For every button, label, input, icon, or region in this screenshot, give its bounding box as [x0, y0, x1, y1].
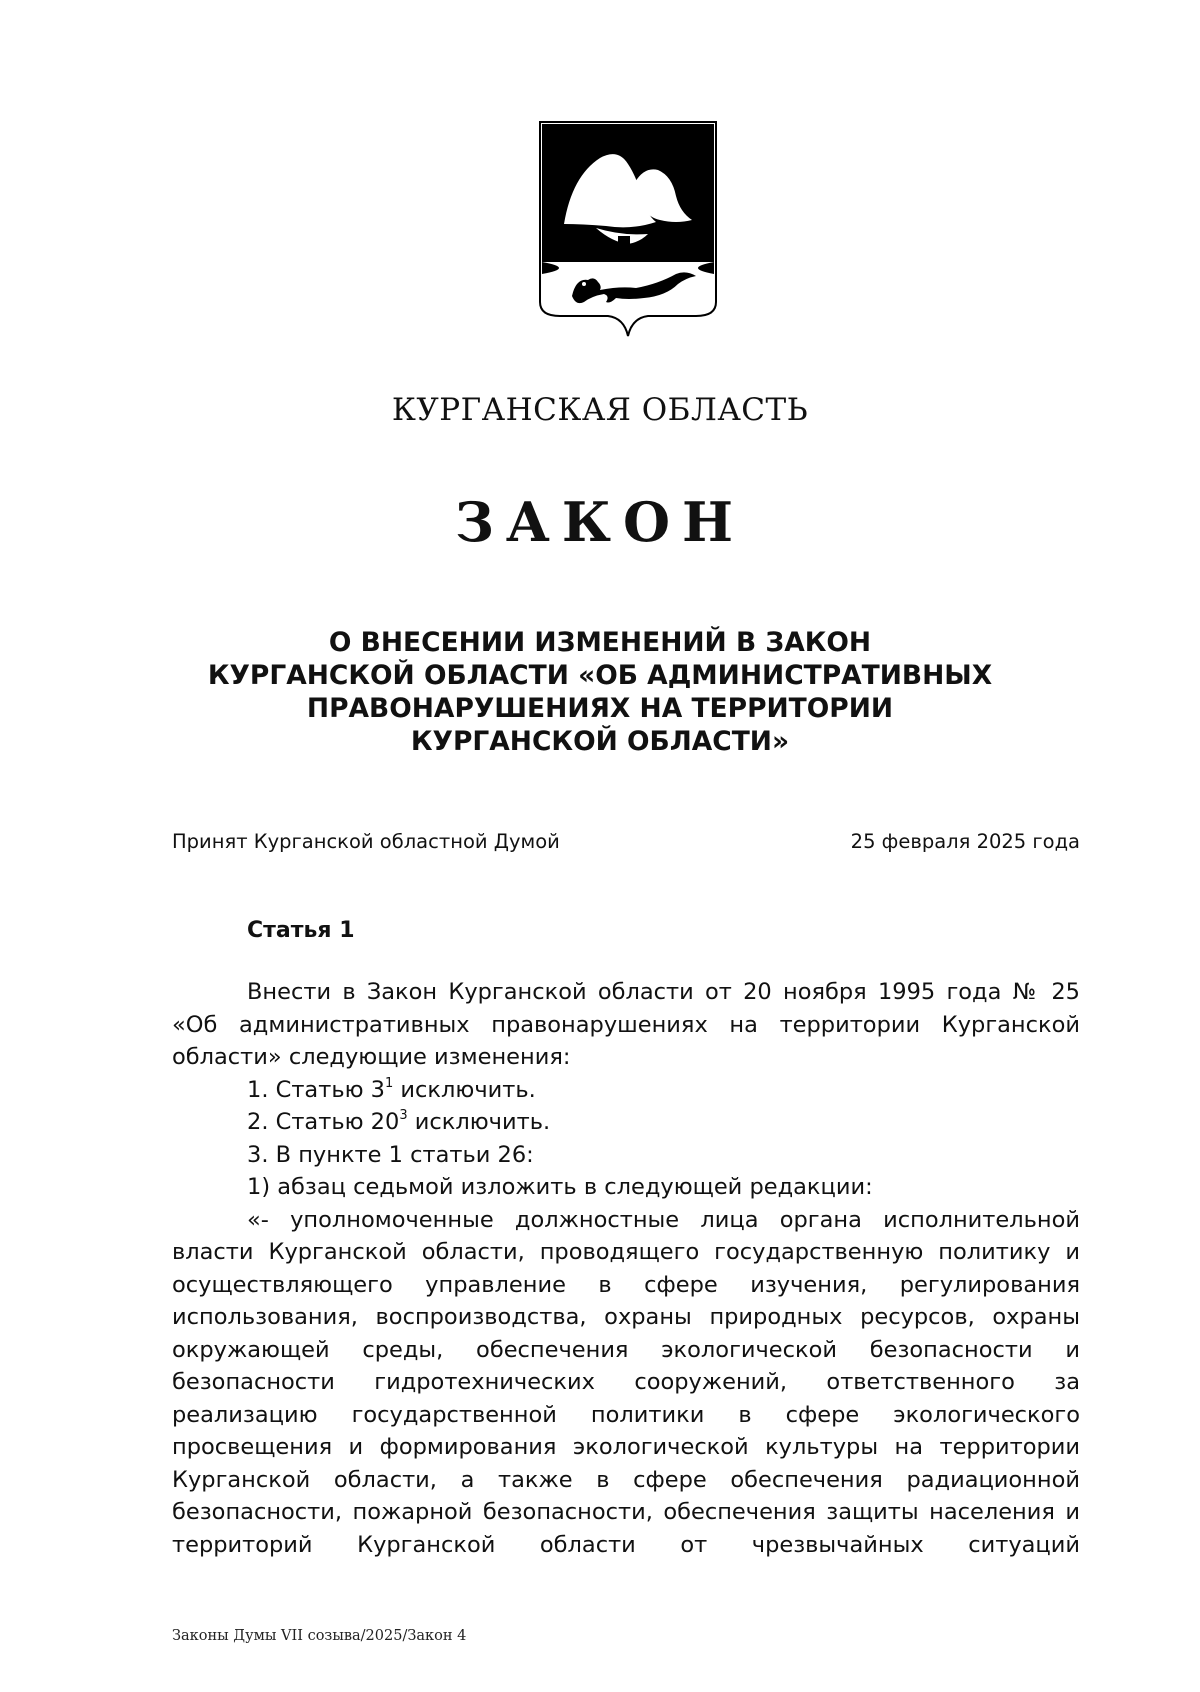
item-text: 1. Статью 3 — [247, 1076, 385, 1103]
law-title-line: О ВНЕСЕНИИ ИЗМЕНЕНИЙ В ЗАКОН — [328, 627, 872, 658]
document-type: ЗАКОН — [454, 490, 746, 554]
quoted-paragraph: «- уполномоченные должностные лица органа исполнительной власти Курганской области, проводящего государственную политику и осуществляющего управление в сфере изучения, регулирования использования, воспроизводства, охраны природных ресурсов, охраны окружающей среды, обеспечения экологической безопасности и безопасности гидротехнических сооружений, ответственного за реализацию государственной политики в сфере экологического просвещения и формирования экологической культуры на территории Курганской области, а также в сфере обеспечения радиационной безопасности, пожарной безопасности, обеспечения защиты населения и территорий Курганской области от чрезвычайных ситуаций — [172, 1206, 1080, 1558]
law-title-line: ПРАВОНАРУШЕНИЯХ НА ТЕРРИТОРИИ — [306, 693, 894, 724]
item-text: 2. Статью 20 — [247, 1109, 400, 1135]
law-title-line: КУРГАНСКОЙ ОБЛАСТИ «ОБ АДМИНИСТРАТИВНЫХ — [207, 660, 993, 691]
coat-of-arms-icon — [536, 118, 720, 354]
adoption-text: Принят Курганской областной Думой — [172, 830, 560, 853]
article-item-3: 3. В пункте 1 статьи 26: — [247, 1141, 534, 1168]
article-item-1 — [172, 1074, 1080, 1107]
region-name: КУРГАНСКАЯ ОБЛАСТЬ — [391, 392, 809, 428]
article-item-2 — [172, 1106, 1080, 1139]
article-intro: Внести в Закон Курганской области от 20 ноября 1995 года № 25 «Об административных правонарушениях на территории Курганской области» следующие изменения: — [172, 979, 1080, 1070]
article-subitem-1: 1) абзац седьмой изложить в следующей редакции: — [247, 1174, 873, 1200]
article-heading: Статья 1 — [247, 918, 355, 943]
adoption-date: 25 февраля 2025 года — [850, 830, 1080, 853]
item-text: исключить. — [407, 1109, 551, 1135]
item-text: исключить. — [393, 1076, 536, 1103]
law-title-line: КУРГАНСКОЙ ОБЛАСТИ» — [410, 726, 790, 757]
article-body — [172, 976, 1080, 1561]
superscript: 3 — [399, 1108, 408, 1123]
footer-reference: Законы Думы VII созыва/2025/Закон 4 — [172, 1628, 467, 1644]
superscript: 1 — [385, 1075, 394, 1091]
law-title — [0, 626, 1200, 758]
